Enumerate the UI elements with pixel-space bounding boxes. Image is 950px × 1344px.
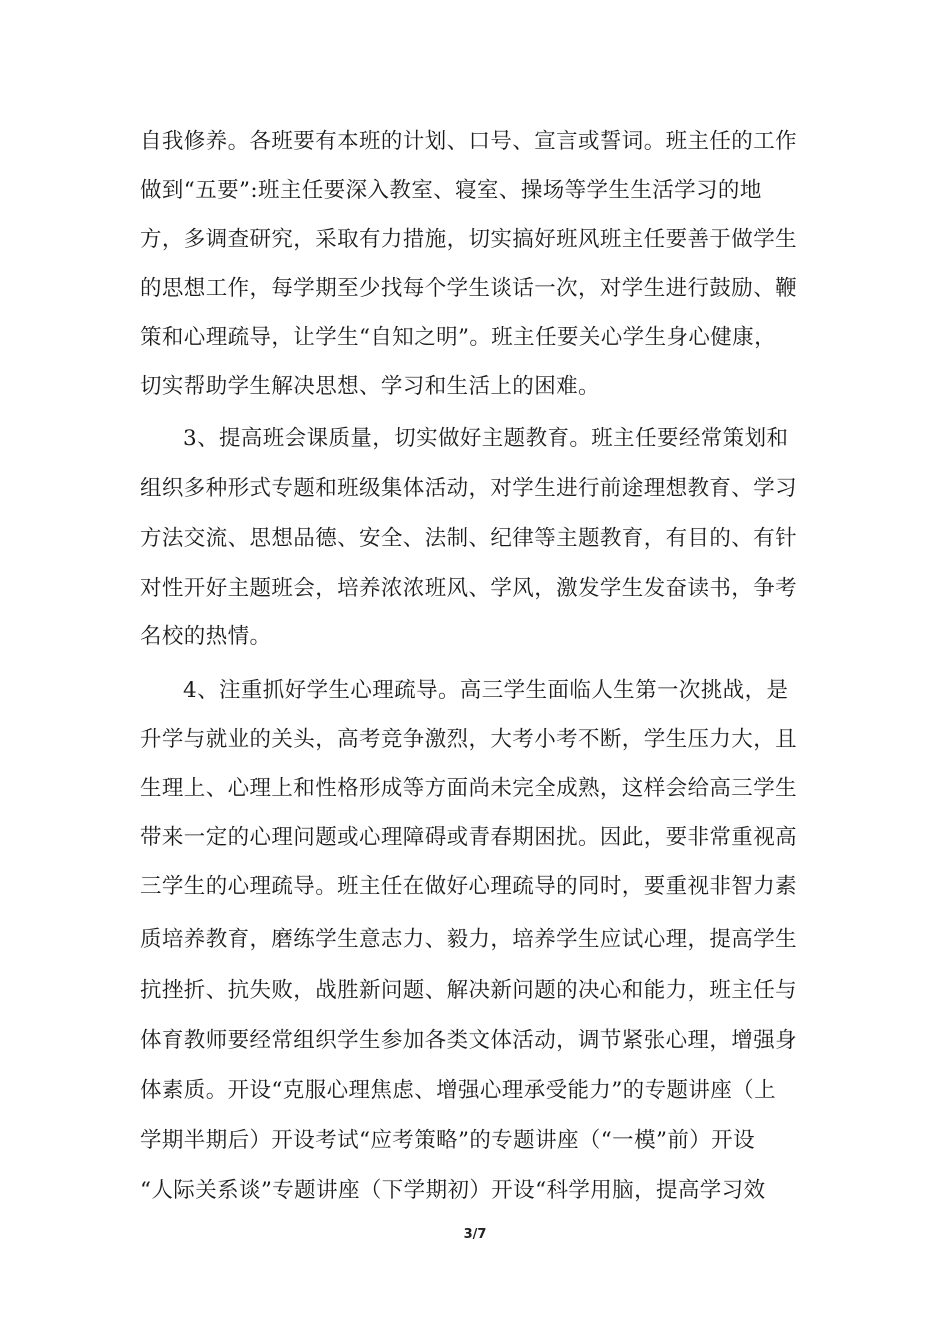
text-line: 方法交流、思想品德、安全、法制、纪律等主题教育，有目的、有针 xyxy=(140,526,798,551)
text-line: 质培养教育，磨练学生意志力、毅力，培养学生应试心理，提高学生 xyxy=(140,927,798,952)
text-line: 体素质。开设“克服心理焦虑、增强心理承受能力”的专题讲座（上 xyxy=(140,1078,776,1103)
text-line: 组织多种形式专题和班级集体活动，对学生进行前途理想教育、学习 xyxy=(140,476,798,501)
text-line: “人际关系谈”专题讲座（下学期初）开设“科学用脑，提高学习效 xyxy=(140,1178,766,1203)
text-line: 策和心理疏导，让学生“自知之明”。班主任要关心学生身心健康， xyxy=(140,325,776,350)
text-line: 名校的热情。 xyxy=(140,624,272,649)
paragraph-4-first-line: 4、注重抓好学生心理疏导。高三学生面临人生第一次挑战，是 xyxy=(183,678,789,703)
text-line: 的思想工作，每学期至少找每个学生谈话一次，对学生进行鼓励、鞭 xyxy=(140,276,798,301)
paragraph-3-first-line: 3、提高班会课质量，切实做好主题教育。班主任要经常策划和 xyxy=(183,426,789,451)
text-line: 自我修养。各班要有本班的计划、口号、宣言或誓词。班主任的工作 xyxy=(140,129,798,154)
text-line: 带来一定的心理问题或心理障碍或青春期困扰。因此，要非常重视高 xyxy=(140,825,798,850)
text-line: 做到“五要”:班主任要深入教室、寝室、操场等学生生活学习的地 xyxy=(140,178,762,203)
text-line: 对性开好主题班会，培养浓浓班风、学风，激发学生发奋读书，争考 xyxy=(140,576,798,601)
text-line: 学期半期后）开设考试“应考策略”的专题讲座（“一模”前）开设 xyxy=(140,1128,755,1153)
text-line: 三学生的心理疏导。班主任在做好心理疏导的同时，要重视非智力素 xyxy=(140,874,798,899)
text-line: 生理上、心理上和性格形成等方面尚未完全成熟，这样会给高三学生 xyxy=(140,776,798,801)
text-line: 方，多调查研究，采取有力措施，切实搞好班风班主任要善于做学生 xyxy=(140,227,798,252)
text-line: 体育教师要经常组织学生参加各类文体活动，调节紧张心理，增强身 xyxy=(140,1028,798,1053)
text-line: 切实帮助学生解决思想、学习和生活上的困难。 xyxy=(140,374,600,399)
page-number: 3/7 xyxy=(463,1227,487,1242)
text-line: 升学与就业的关头，高考竞争激烈，大考小考不断，学生压力大，且 xyxy=(140,727,798,752)
text-line: 抗挫折、抗失败，战胜新问题、解决新问题的决心和能力，班主任与 xyxy=(140,978,798,1003)
